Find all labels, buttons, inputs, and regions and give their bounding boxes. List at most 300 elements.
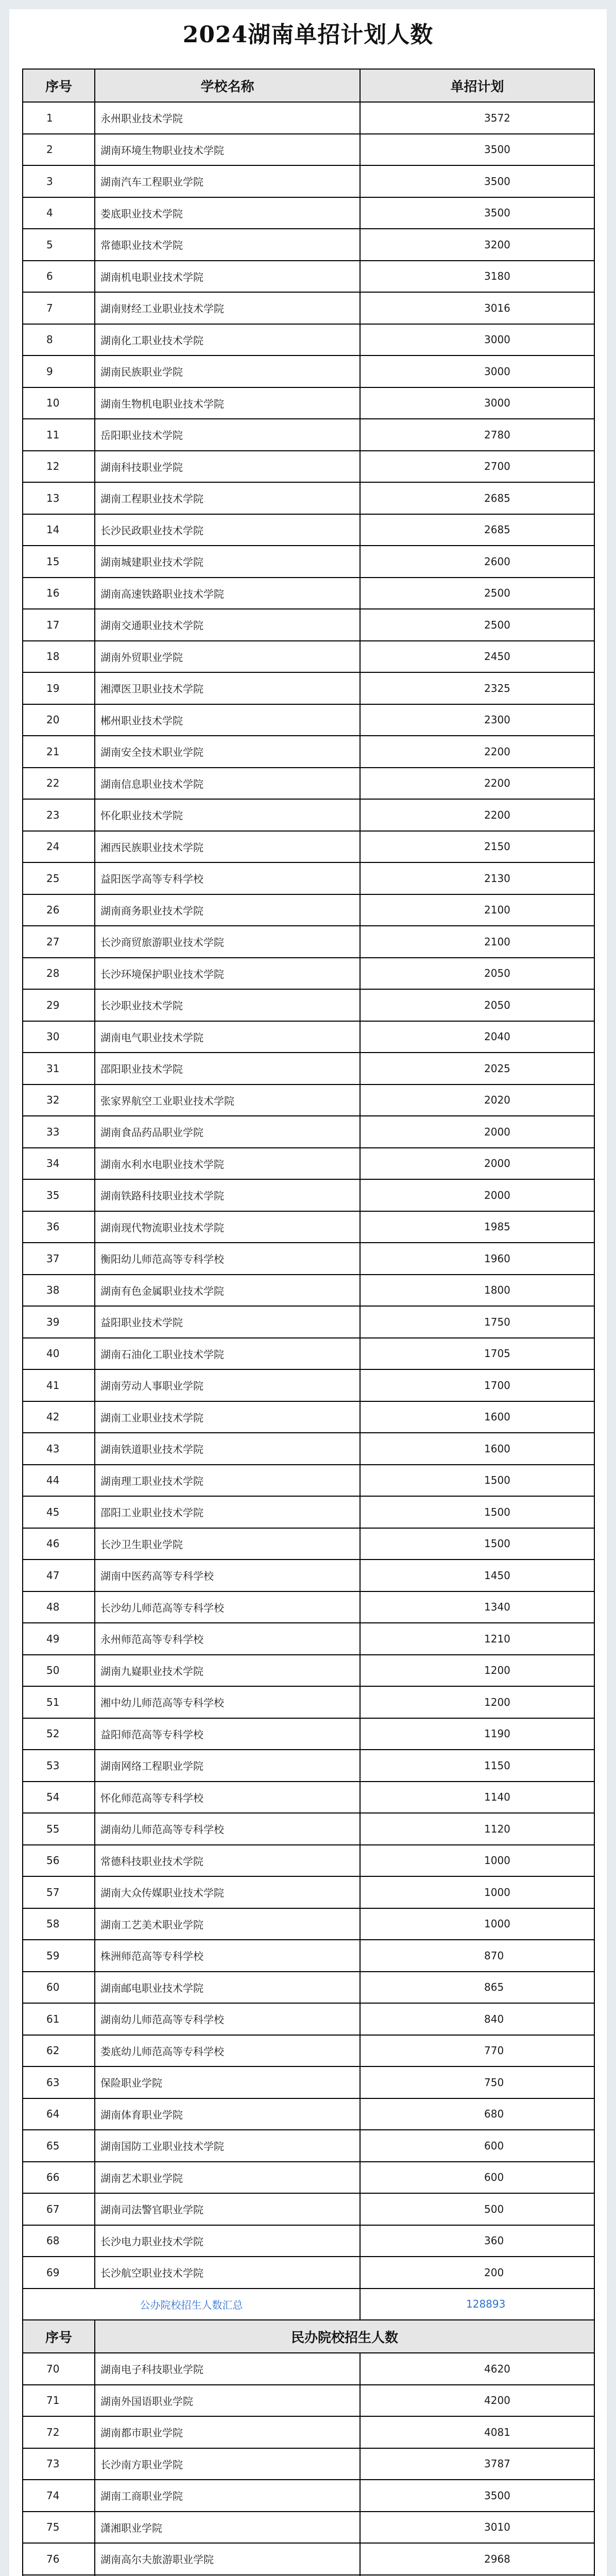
row-plan-count: 1750 — [360, 1306, 594, 1338]
table-row — [23, 1148, 594, 1180]
table-row — [23, 2512, 594, 2544]
table-row — [23, 514, 594, 546]
row-plan-count: 3016 — [360, 292, 594, 324]
table-row — [23, 102, 594, 134]
row-school-name: 湖南外国语职业学院 — [95, 2385, 360, 2417]
row-plan-count: 1985 — [360, 1211, 594, 1243]
row-plan-count: 3180 — [360, 261, 594, 293]
row-school-name: 湖南环境生物职业技术学院 — [95, 134, 360, 166]
row-school-name: 湘潭医卫职业技术学院 — [95, 672, 360, 704]
row-school-name: 湖南财经工业职业技术学院 — [95, 292, 360, 324]
row-index: 49 — [23, 1623, 95, 1655]
header-private-title: 民办院校招生人数 — [95, 2320, 594, 2353]
row-index: 21 — [23, 736, 95, 768]
row-school-name: 湖南高速铁路职业技术学院 — [95, 578, 360, 609]
row-school-name: 湖南幼儿师范高等专科学校 — [95, 1813, 360, 1845]
row-index: 13 — [23, 482, 95, 514]
table-row — [23, 768, 594, 800]
row-plan-count: 4200 — [360, 2385, 594, 2417]
document-sheet — [9, 9, 607, 2576]
table-row — [23, 1338, 594, 1370]
row-index: 9 — [23, 355, 95, 387]
row-plan-count: 2500 — [360, 609, 594, 641]
table-row — [23, 2003, 594, 2035]
row-plan-count: 4620 — [360, 2353, 594, 2385]
row-index: 62 — [23, 2035, 95, 2067]
row-plan-count: 3500 — [360, 165, 594, 197]
row-school-name: 长沙幼儿师范高等专科学校 — [95, 1591, 360, 1623]
row-index: 2 — [23, 134, 95, 166]
row-school-name: 湖南铁路科技职业技术学院 — [95, 1179, 360, 1211]
row-plan-count: 1190 — [360, 1718, 594, 1750]
table-row — [23, 704, 594, 736]
row-index: 6 — [23, 261, 95, 293]
row-index: 33 — [23, 1116, 95, 1148]
row-plan-count: 2050 — [360, 989, 594, 1021]
table-row — [23, 989, 594, 1021]
row-school-name: 郴州职业技术学院 — [95, 704, 360, 736]
row-plan-count: 1600 — [360, 1433, 594, 1465]
row-index: 31 — [23, 1053, 95, 1084]
table-row — [23, 862, 594, 894]
row-index: 70 — [23, 2353, 95, 2385]
row-plan-count: 1500 — [360, 1465, 594, 1497]
row-index: 68 — [23, 2225, 95, 2257]
table-row — [23, 451, 594, 483]
row-index: 72 — [23, 2416, 95, 2448]
row-school-name: 湖南幼儿师范高等专科学校 — [95, 2003, 360, 2035]
row-plan-count: 870 — [360, 1940, 594, 1972]
row-school-name: 长沙电力职业技术学院 — [95, 2225, 360, 2257]
row-school-name: 湖南高尔夫旅游职业学院 — [95, 2543, 360, 2575]
row-plan-count: 1800 — [360, 1275, 594, 1307]
row-school-name: 湖南工业职业技术学院 — [95, 1401, 360, 1433]
table-row — [23, 197, 594, 229]
row-plan-count: 500 — [360, 2193, 594, 2225]
row-plan-count: 3500 — [360, 134, 594, 166]
row-school-name: 长沙民政职业技术学院 — [95, 514, 360, 546]
row-index: 8 — [23, 324, 95, 356]
public-summary-label: 公办院校招生人数汇总 — [23, 2289, 360, 2320]
row-school-name: 长沙航空职业技术学院 — [95, 2257, 360, 2289]
row-index: 73 — [23, 2448, 95, 2480]
row-index: 14 — [23, 514, 95, 546]
table-row — [23, 134, 594, 166]
table-row — [23, 419, 594, 451]
row-index: 56 — [23, 1845, 95, 1877]
row-index: 23 — [23, 799, 95, 831]
row-plan-count: 1200 — [360, 1686, 594, 1718]
table-row — [23, 2257, 594, 2289]
row-school-name: 湖南邮电职业技术学院 — [95, 1972, 360, 2004]
row-school-name: 湖南城建职业技术学院 — [95, 546, 360, 578]
row-index: 29 — [23, 989, 95, 1021]
row-school-name: 长沙南方职业学院 — [95, 2448, 360, 2480]
table-row — [23, 1655, 594, 1687]
row-plan-count: 2325 — [360, 672, 594, 704]
row-index: 75 — [23, 2512, 95, 2544]
row-index: 51 — [23, 1686, 95, 1718]
table-row — [23, 2480, 594, 2512]
table-row — [23, 1560, 594, 1591]
row-plan-count: 3500 — [360, 2480, 594, 2512]
row-plan-count: 3572 — [360, 102, 594, 134]
row-plan-count: 2685 — [360, 514, 594, 546]
row-school-name: 湖南水利水电职业技术学院 — [95, 1148, 360, 1180]
row-plan-count: 840 — [360, 2003, 594, 2035]
table-row — [23, 1084, 594, 1116]
row-plan-count: 1700 — [360, 1369, 594, 1401]
row-plan-count: 2020 — [360, 1084, 594, 1116]
table-row — [23, 958, 594, 990]
table-row — [23, 2162, 594, 2194]
row-index: 32 — [23, 1084, 95, 1116]
row-plan-count: 3787 — [360, 2448, 594, 2480]
row-plan-count: 1000 — [360, 1876, 594, 1908]
row-index: 55 — [23, 1813, 95, 1845]
row-index: 67 — [23, 2193, 95, 2225]
table-row — [23, 799, 594, 831]
row-plan-count: 2040 — [360, 1021, 594, 1053]
row-school-name: 湖南现代物流职业技术学院 — [95, 1211, 360, 1243]
row-school-name: 湖南汽车工程职业学院 — [95, 165, 360, 197]
table-row — [23, 1306, 594, 1338]
row-plan-count: 1450 — [360, 1560, 594, 1591]
row-school-name: 常德科技职业技术学院 — [95, 1845, 360, 1877]
table-row — [23, 609, 594, 641]
table-row — [23, 894, 594, 926]
row-school-name: 湘西民族职业技术学院 — [95, 831, 360, 863]
row-school-name: 湖南国防工业职业技术学院 — [95, 2130, 360, 2162]
row-plan-count: 2300 — [360, 704, 594, 736]
table-row — [23, 641, 594, 673]
row-index: 25 — [23, 862, 95, 894]
table-row — [23, 1465, 594, 1497]
table-row — [23, 1179, 594, 1211]
row-school-name: 湖南生物机电职业技术学院 — [95, 387, 360, 419]
row-index: 10 — [23, 387, 95, 419]
row-plan-count: 2150 — [360, 831, 594, 863]
row-school-name: 湖南安全技术职业学院 — [95, 736, 360, 768]
row-plan-count: 2600 — [360, 546, 594, 578]
table-row — [23, 1940, 594, 1972]
row-plan-count: 2500 — [360, 578, 594, 609]
row-index: 24 — [23, 831, 95, 863]
table-row — [23, 1845, 594, 1877]
row-index: 22 — [23, 768, 95, 800]
row-index: 59 — [23, 1940, 95, 1972]
row-school-name: 湖南有色金属职业技术学院 — [95, 1275, 360, 1307]
table-row — [23, 1686, 594, 1718]
row-index: 30 — [23, 1021, 95, 1053]
row-plan-count: 2025 — [360, 1053, 594, 1084]
table-row — [23, 2416, 594, 2448]
row-index: 64 — [23, 2098, 95, 2130]
table-row — [23, 1243, 594, 1275]
row-plan-count: 2200 — [360, 736, 594, 768]
row-school-name: 潇湘职业学院 — [95, 2512, 360, 2544]
row-plan-count: 360 — [360, 2225, 594, 2257]
row-index: 17 — [23, 609, 95, 641]
row-school-name: 湖南科技职业学院 — [95, 451, 360, 483]
table-row — [23, 2353, 594, 2385]
row-school-name: 岳阳职业技术学院 — [95, 419, 360, 451]
row-school-name: 湖南铁道职业技术学院 — [95, 1433, 360, 1465]
row-plan-count: 2968 — [360, 2543, 594, 2575]
table-row — [23, 1021, 594, 1053]
row-plan-count: 1200 — [360, 1655, 594, 1687]
row-index: 71 — [23, 2385, 95, 2417]
row-school-name: 长沙职业技术学院 — [95, 989, 360, 1021]
table-row — [23, 165, 594, 197]
row-plan-count: 1150 — [360, 1750, 594, 1782]
table-row — [23, 1623, 594, 1655]
header-plan: 单招计划 — [360, 69, 594, 102]
row-school-name: 益阳师范高等专科学校 — [95, 1718, 360, 1750]
table-row — [23, 1496, 594, 1528]
table-row — [23, 831, 594, 863]
row-plan-count: 1120 — [360, 1813, 594, 1845]
table-row — [23, 1116, 594, 1148]
row-index: 66 — [23, 2162, 95, 2194]
row-plan-count: 1600 — [360, 1401, 594, 1433]
table-row — [23, 546, 594, 578]
row-index: 65 — [23, 2130, 95, 2162]
row-school-name: 湖南理工职业技术学院 — [95, 1465, 360, 1497]
row-index: 40 — [23, 1338, 95, 1370]
row-school-name: 永州职业技术学院 — [95, 102, 360, 134]
page-title: 2024湖南单招计划人数 — [182, 22, 434, 48]
row-plan-count: 2000 — [360, 1179, 594, 1211]
row-plan-count: 750 — [360, 2066, 594, 2098]
row-index: 5 — [23, 229, 95, 261]
row-school-name: 娄底幼儿师范高等专科学校 — [95, 2035, 360, 2067]
row-plan-count: 1960 — [360, 1243, 594, 1275]
table-row — [23, 1876, 594, 1908]
row-school-name: 湖南司法警官职业学院 — [95, 2193, 360, 2225]
row-school-name: 湖南体育职业学院 — [95, 2098, 360, 2130]
row-index: 35 — [23, 1179, 95, 1211]
row-plan-count: 680 — [360, 2098, 594, 2130]
row-index: 63 — [23, 2066, 95, 2098]
row-plan-count: 770 — [360, 2035, 594, 2067]
table-row — [23, 482, 594, 514]
table-row — [23, 736, 594, 768]
table-row — [23, 1369, 594, 1401]
row-index: 43 — [23, 1433, 95, 1465]
row-plan-count: 1500 — [360, 1528, 594, 1560]
table-row — [23, 324, 594, 356]
table-row — [23, 1211, 594, 1243]
table-row — [23, 1401, 594, 1433]
row-index: 1 — [23, 102, 95, 134]
row-index: 18 — [23, 641, 95, 673]
row-plan-count: 1140 — [360, 1782, 594, 1814]
table-row — [23, 1908, 594, 1940]
row-school-name: 衡阳幼儿师范高等专科学校 — [95, 1243, 360, 1275]
public-summary-value: 128893 — [360, 2289, 594, 2320]
row-index: 3 — [23, 165, 95, 197]
row-plan-count: 600 — [360, 2130, 594, 2162]
row-plan-count: 3200 — [360, 229, 594, 261]
table-row — [23, 2193, 594, 2225]
public-summary-row — [23, 2289, 594, 2320]
row-plan-count: 2000 — [360, 1116, 594, 1148]
row-plan-count: 2685 — [360, 482, 594, 514]
row-index: 54 — [23, 1782, 95, 1814]
row-school-name: 常德职业技术学院 — [95, 229, 360, 261]
table-row — [23, 1782, 594, 1814]
row-school-name: 邵阳工业职业技术学院 — [95, 1496, 360, 1528]
row-index: 11 — [23, 419, 95, 451]
row-index: 38 — [23, 1275, 95, 1307]
row-plan-count: 1500 — [360, 1496, 594, 1528]
row-index: 16 — [23, 578, 95, 609]
row-school-name: 益阳医学高等专科学校 — [95, 862, 360, 894]
row-plan-count: 2100 — [360, 894, 594, 926]
row-index: 58 — [23, 1908, 95, 1940]
row-school-name: 湖南化工职业技术学院 — [95, 324, 360, 356]
table-row — [23, 355, 594, 387]
row-index: 69 — [23, 2257, 95, 2289]
row-school-name: 湖南民族职业学院 — [95, 355, 360, 387]
row-school-name: 张家界航空工业职业技术学院 — [95, 1084, 360, 1116]
table-row — [23, 1972, 594, 2004]
table-row — [23, 1275, 594, 1307]
row-index: 53 — [23, 1750, 95, 1782]
row-index: 26 — [23, 894, 95, 926]
row-school-name: 湖南大众传媒职业技术学院 — [95, 1876, 360, 1908]
row-school-name: 湖南劳动人事职业学院 — [95, 1369, 360, 1401]
row-index: 27 — [23, 926, 95, 958]
row-school-name: 湖南食品药品职业学院 — [95, 1116, 360, 1148]
public-header-row — [23, 69, 594, 102]
row-index: 46 — [23, 1528, 95, 1560]
row-index: 57 — [23, 1876, 95, 1908]
row-plan-count: 2780 — [360, 419, 594, 451]
row-school-name: 湖南工商职业学院 — [95, 2480, 360, 2512]
row-school-name: 株洲师范高等专科学校 — [95, 1940, 360, 1972]
table-row — [23, 1813, 594, 1845]
row-school-name: 湖南艺术职业学院 — [95, 2162, 360, 2194]
row-index: 74 — [23, 2480, 95, 2512]
row-plan-count: 1705 — [360, 1338, 594, 1370]
table-row — [23, 261, 594, 293]
row-school-name: 邵阳职业技术学院 — [95, 1053, 360, 1084]
row-plan-count: 4081 — [360, 2416, 594, 2448]
table-row — [23, 2035, 594, 2067]
row-plan-count: 600 — [360, 2162, 594, 2194]
row-school-name: 湖南网络工程职业学院 — [95, 1750, 360, 1782]
row-plan-count: 200 — [360, 2257, 594, 2289]
row-index: 28 — [23, 958, 95, 990]
row-school-name: 娄底职业技术学院 — [95, 197, 360, 229]
row-school-name: 怀化师范高等专科学校 — [95, 1782, 360, 1814]
table-row — [23, 2448, 594, 2480]
private-header-row — [23, 2320, 594, 2353]
row-index: 44 — [23, 1465, 95, 1497]
table-row — [23, 387, 594, 419]
table-row — [23, 229, 594, 261]
row-school-name: 湖南机电职业技术学院 — [95, 261, 360, 293]
row-school-name: 湖南信息职业技术学院 — [95, 768, 360, 800]
table-row — [23, 1433, 594, 1465]
row-plan-count: 2200 — [360, 799, 594, 831]
row-school-name: 长沙商贸旅游职业技术学院 — [95, 926, 360, 958]
row-plan-count: 2050 — [360, 958, 594, 990]
row-index: 47 — [23, 1560, 95, 1591]
row-index: 76 — [23, 2543, 95, 2575]
row-school-name: 湖南交通职业技术学院 — [95, 609, 360, 641]
row-school-name: 湖南商务职业技术学院 — [95, 894, 360, 926]
row-plan-count: 1340 — [360, 1591, 594, 1623]
table-row — [23, 1718, 594, 1750]
row-school-name: 湖南石油化工职业技术学院 — [95, 1338, 360, 1370]
row-index: 48 — [23, 1591, 95, 1623]
row-school-name: 益阳职业技术学院 — [95, 1306, 360, 1338]
table-row — [23, 578, 594, 609]
row-school-name: 湖南外贸职业学院 — [95, 641, 360, 673]
row-school-name: 长沙环境保护职业技术学院 — [95, 958, 360, 990]
row-index: 4 — [23, 197, 95, 229]
row-index: 36 — [23, 1211, 95, 1243]
row-index: 60 — [23, 1972, 95, 2004]
row-index: 37 — [23, 1243, 95, 1275]
table-row — [23, 1528, 594, 1560]
table-row — [23, 672, 594, 704]
row-index: 42 — [23, 1401, 95, 1433]
row-school-name: 湘中幼儿师范高等专科学校 — [95, 1686, 360, 1718]
row-plan-count: 865 — [360, 1972, 594, 2004]
row-school-name: 保险职业学院 — [95, 2066, 360, 2098]
table-row — [23, 1750, 594, 1782]
row-index: 41 — [23, 1369, 95, 1401]
row-plan-count: 2700 — [360, 451, 594, 483]
row-school-name: 湖南工艺美术职业学院 — [95, 1908, 360, 1940]
header-index: 序号 — [23, 69, 95, 102]
table-row — [23, 2130, 594, 2162]
row-school-name: 湖南都市职业学院 — [95, 2416, 360, 2448]
row-plan-count: 2100 — [360, 926, 594, 958]
row-index: 45 — [23, 1496, 95, 1528]
table-row — [23, 1591, 594, 1623]
row-plan-count: 1210 — [360, 1623, 594, 1655]
row-index: 34 — [23, 1148, 95, 1180]
enrollment-table — [22, 69, 595, 2576]
row-index: 61 — [23, 2003, 95, 2035]
row-plan-count: 3500 — [360, 197, 594, 229]
row-index: 15 — [23, 546, 95, 578]
header-school-name: 学校名称 — [95, 69, 360, 102]
row-index: 19 — [23, 672, 95, 704]
row-plan-count: 1000 — [360, 1845, 594, 1877]
row-school-name: 湖南电子科技职业学院 — [95, 2353, 360, 2385]
row-plan-count: 2130 — [360, 862, 594, 894]
row-plan-count: 2000 — [360, 1148, 594, 1180]
table-row — [23, 2225, 594, 2257]
row-school-name: 怀化职业技术学院 — [95, 799, 360, 831]
row-index: 50 — [23, 1655, 95, 1687]
row-plan-count: 2200 — [360, 768, 594, 800]
row-school-name: 湖南中医药高等专科学校 — [95, 1560, 360, 1591]
row-school-name: 湖南电气职业技术学院 — [95, 1021, 360, 1053]
row-index: 12 — [23, 451, 95, 483]
row-plan-count: 2450 — [360, 641, 594, 673]
row-index: 52 — [23, 1718, 95, 1750]
row-index: 39 — [23, 1306, 95, 1338]
row-index: 20 — [23, 704, 95, 736]
table-row — [23, 2098, 594, 2130]
